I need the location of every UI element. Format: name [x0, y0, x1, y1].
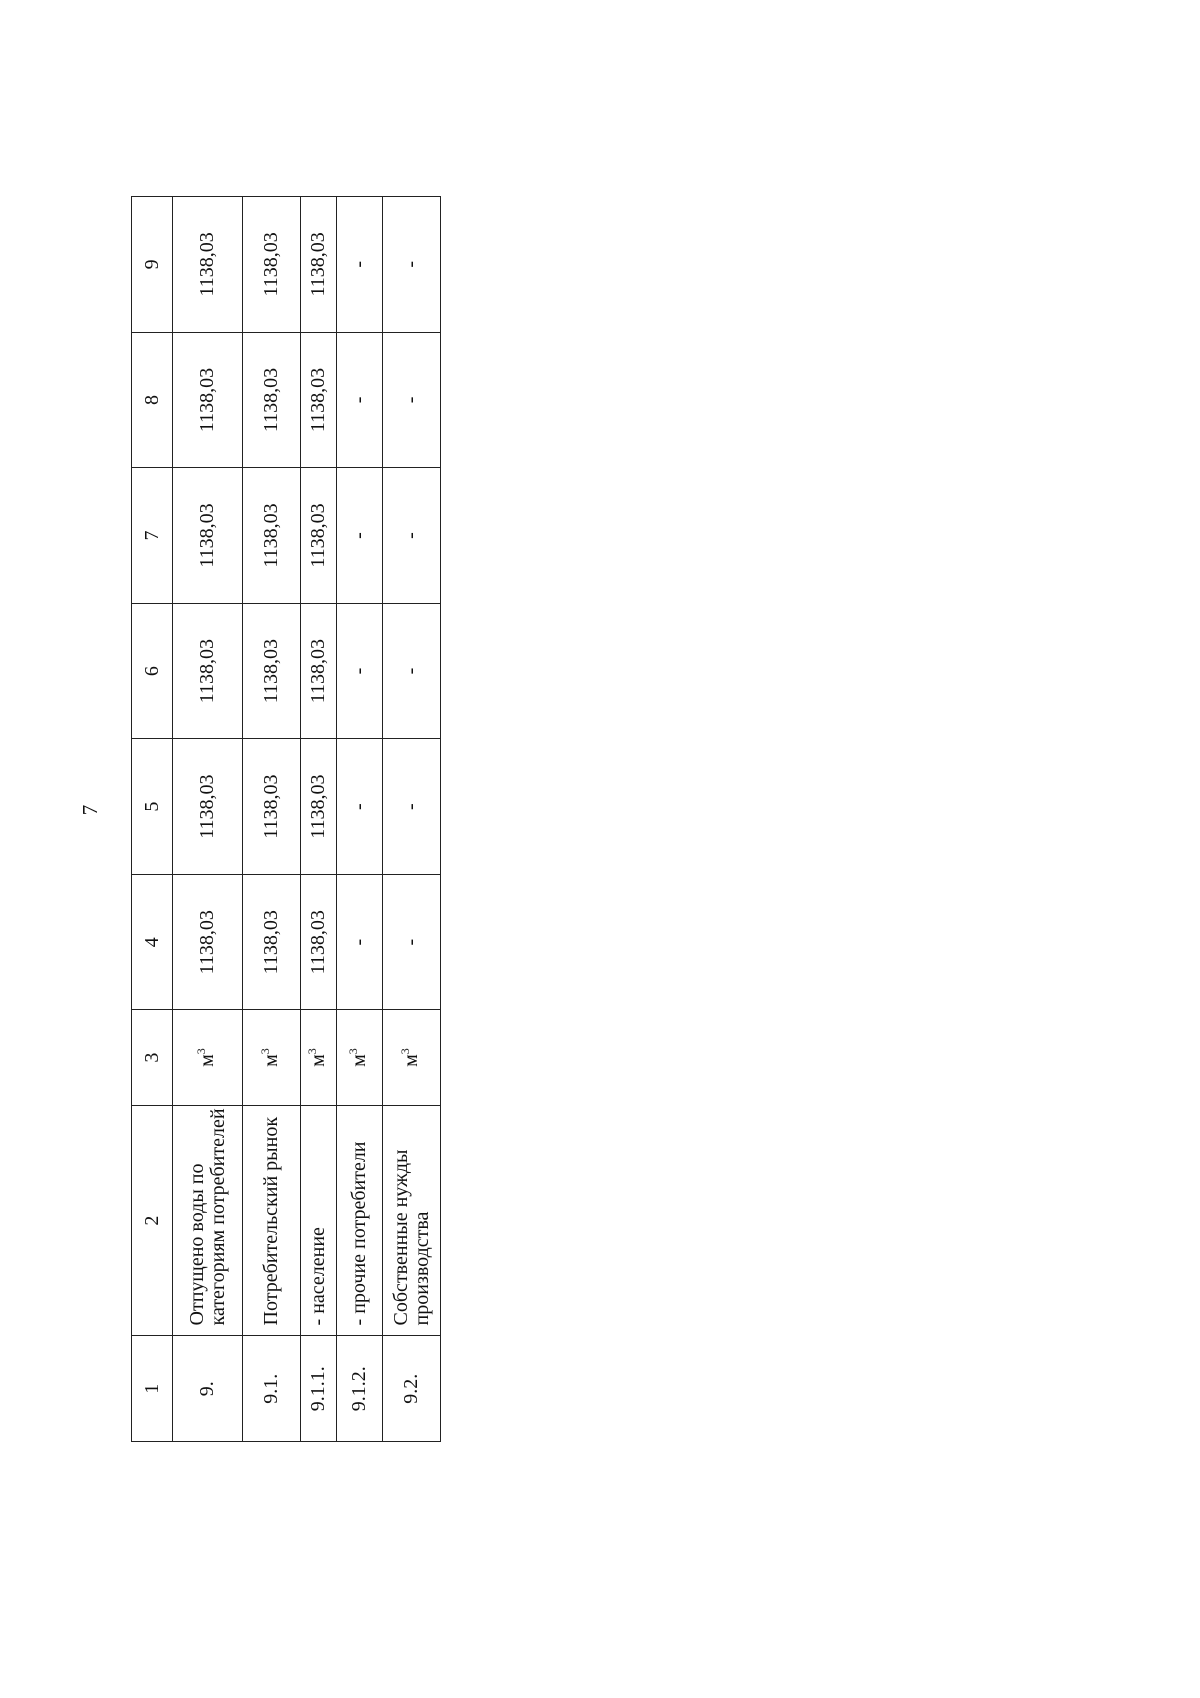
value-cell: -: [383, 739, 441, 875]
header-cell: 3: [132, 1010, 173, 1105]
value-cell: -: [337, 468, 383, 604]
value-cell: 1138,03: [173, 603, 243, 739]
header-cell: 6: [132, 603, 173, 739]
value-cell: -: [383, 468, 441, 604]
value-cell: 1138,03: [173, 874, 243, 1010]
table-row: [337, 197, 383, 1442]
unit-cell: $м^3$: [383, 1010, 441, 1105]
value-cell: 1138,03: [173, 468, 243, 604]
value-cell: -: [337, 197, 383, 333]
row-name: Потребительский рынок: [243, 1105, 301, 1336]
row-name: Собственные нужды производства: [383, 1105, 441, 1336]
header-cell: 5: [132, 739, 173, 875]
row-number: 9.1.1.: [301, 1336, 337, 1442]
value-cell: 1138,03: [301, 874, 337, 1010]
row-number: 9.1.2.: [337, 1336, 383, 1442]
value-cell: 1138,03: [243, 603, 301, 739]
table-row: [173, 197, 243, 1442]
rotated-table-container: [131, 196, 439, 1442]
value-cell: -: [383, 332, 441, 468]
header-cell: 2: [132, 1105, 173, 1336]
value-cell: 1138,03: [301, 332, 337, 468]
row-number: 9.1.: [243, 1336, 301, 1442]
value-cell: -: [337, 739, 383, 875]
value-cell: 1138,03: [173, 739, 243, 875]
page-number: 7: [78, 804, 102, 816]
unit-cell: $м^3$: [173, 1010, 243, 1105]
unit-cell: $м^3$: [301, 1010, 337, 1105]
header-cell: 1: [132, 1336, 173, 1442]
value-cell: 1138,03: [301, 468, 337, 604]
value-cell: 1138,03: [301, 603, 337, 739]
value-cell: 1138,03: [243, 874, 301, 1010]
table-row: [243, 197, 301, 1442]
header-cell: 7: [132, 468, 173, 604]
value-cell: -: [383, 874, 441, 1010]
table-row: [301, 197, 337, 1442]
value-cell: -: [337, 603, 383, 739]
value-cell: 1138,03: [243, 739, 301, 875]
value-cell: 1138,03: [243, 468, 301, 604]
value-cell: 1138,03: [301, 739, 337, 875]
water-supply-table: [131, 196, 441, 1442]
value-cell: -: [337, 332, 383, 468]
value-cell: 1138,03: [173, 197, 243, 333]
value-cell: -: [383, 603, 441, 739]
header-cell: 9: [132, 197, 173, 333]
value-cell: 1138,03: [173, 332, 243, 468]
value-cell: 1138,03: [243, 197, 301, 333]
unit-cell: $м^3$: [243, 1010, 301, 1105]
value-cell: 1138,03: [301, 197, 337, 333]
header-cell: 8: [132, 332, 173, 468]
value-cell: -: [383, 197, 441, 333]
value-cell: 1138,03: [243, 332, 301, 468]
row-number: 9.2.: [383, 1336, 441, 1442]
row-number: 9.: [173, 1336, 243, 1442]
unit-cell: $м^3$: [337, 1010, 383, 1105]
header-cell: 4: [132, 874, 173, 1010]
value-cell: -: [337, 874, 383, 1010]
header-row: [132, 197, 173, 1442]
table-row: [383, 197, 441, 1442]
row-name: - прочие потребители: [337, 1105, 383, 1336]
row-name: Отпущено воды по категориям потребителей: [173, 1105, 243, 1336]
row-name: - население: [301, 1105, 337, 1336]
